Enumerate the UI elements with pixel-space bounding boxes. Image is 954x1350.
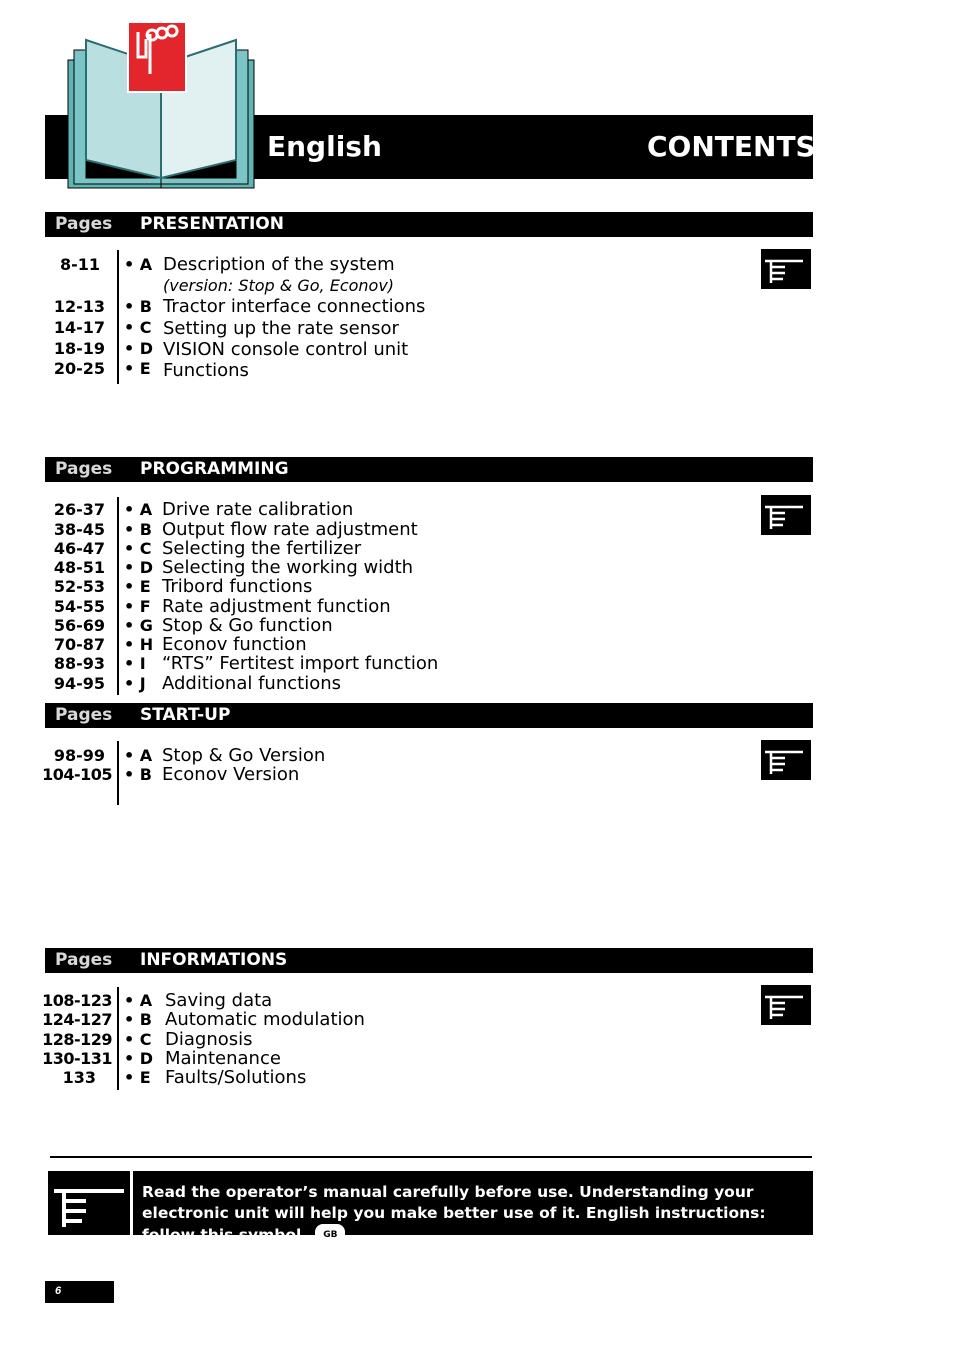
item-label: VISION console control unit: [163, 339, 409, 360]
item-label: Selecting the working width: [162, 557, 414, 578]
item-letter: • A: [124, 991, 153, 1010]
section-title: PRESENTATION: [140, 214, 284, 234]
divider-rule: [50, 1156, 812, 1158]
page-number: 6: [55, 1285, 62, 1297]
item-label: Econov function: [162, 634, 307, 655]
item-letter: • A: [124, 500, 153, 519]
item-letter: • E: [124, 1068, 151, 1087]
item-label: Description of the system: [163, 254, 395, 275]
page-range: 98-99: [53, 746, 105, 765]
item-label: Rate adjustment function: [162, 596, 391, 617]
item-label: Additional functions: [162, 673, 341, 694]
page-range: 108-123: [42, 991, 112, 1010]
item-letter: • I: [124, 654, 146, 673]
item-letter: • E: [124, 577, 151, 596]
pointing-hand-icon: [48, 1171, 130, 1235]
item-letter: • C: [124, 1030, 152, 1049]
divider-line: [117, 741, 119, 805]
item-label: Setting up the rate sensor: [163, 318, 399, 339]
item-letter: • F: [124, 597, 151, 616]
item-label: Diagnosis: [165, 1029, 253, 1050]
page-range: 52-53: [53, 577, 105, 596]
pointing-hand-icon: [761, 740, 811, 780]
item-label: Stop & Go Version: [162, 745, 326, 766]
page-range: 18-19: [53, 339, 105, 358]
item-label: Drive rate calibration: [162, 499, 354, 520]
section-header-start-up: [45, 703, 813, 728]
item-label: Functions: [163, 360, 249, 381]
page-range: 94-95: [53, 674, 105, 693]
note-body: Read the operator’s manual carefully before use. Understanding your electronic unit will help you make better use of it. English instructions: follow this symbol.: [142, 1183, 766, 1244]
divider-line: [117, 497, 119, 695]
item-label: Automatic modulation: [165, 1009, 365, 1030]
page-range: 46-47: [53, 539, 105, 558]
item-label: Faults/Solutions: [165, 1067, 307, 1088]
page-range: 124-127: [42, 1010, 112, 1029]
item-letter: • B: [124, 1010, 152, 1029]
book-icon: [66, 20, 256, 190]
gb-badge: GB: [315, 1224, 345, 1247]
item-label: Econov Version: [162, 764, 300, 785]
page-title: CONTENTS: [647, 130, 816, 163]
page-range: 14-17: [53, 318, 105, 337]
item-label: Output flow rate adjustment: [162, 519, 418, 540]
pointing-hand-icon: [761, 249, 811, 289]
page-range: 104-105: [42, 765, 112, 784]
page-range: 70-87: [53, 635, 105, 654]
note-text: [142, 1182, 810, 1247]
page-range: 54-55: [53, 597, 105, 616]
item-letter: • B: [124, 520, 152, 539]
pointing-hand-icon: [761, 495, 811, 535]
pages-label: Pages: [55, 705, 113, 725]
page-range: 88-93: [53, 654, 105, 673]
page-number-box: [45, 1281, 114, 1303]
page-range: 8-11: [59, 255, 100, 274]
item-label: Selecting the fertilizer: [162, 538, 362, 559]
section-header-presentation: [45, 212, 813, 237]
page-range: 26-37: [53, 500, 105, 519]
item-letter: • B: [124, 765, 152, 784]
section-header-informations: [45, 948, 813, 973]
page-range: 128-129: [42, 1030, 112, 1049]
item-letter: • B: [124, 297, 152, 316]
section-title: PROGRAMMING: [140, 459, 289, 479]
page-range: 38-45: [53, 520, 105, 539]
item-letter: • E: [124, 359, 151, 378]
pages-label: Pages: [55, 950, 113, 970]
page-range: 48-51: [53, 558, 105, 577]
page-range: 56-69: [53, 616, 105, 635]
item-label: Maintenance: [165, 1048, 281, 1069]
page-range: 130-131: [42, 1049, 112, 1068]
item-letter: • G: [124, 616, 153, 635]
item-letter: • D: [124, 339, 154, 358]
divider-line: [117, 250, 119, 384]
pages-label: Pages: [55, 459, 113, 479]
item-letter: • A: [124, 255, 153, 274]
page-range: 20-25: [53, 359, 105, 378]
item-sublabel: (version: Stop & Go, Econov): [163, 276, 395, 295]
item-label: Saving data: [165, 990, 273, 1011]
item-letter: • H: [124, 635, 154, 654]
page-range: 133: [62, 1068, 96, 1087]
item-letter: • C: [124, 539, 152, 558]
section-title: INFORMATIONS: [140, 950, 288, 970]
page-range: 12-13: [53, 297, 105, 316]
divider-line: [117, 987, 119, 1090]
section-header-programming: [45, 457, 813, 482]
item-label: Stop & Go function: [162, 615, 333, 636]
item-letter: • D: [124, 1049, 154, 1068]
item-letter: • D: [124, 558, 154, 577]
pointing-hand-icon: [761, 985, 811, 1025]
item-letter: • J: [124, 674, 146, 693]
item-label: Tribord functions: [162, 576, 313, 597]
item-label: “RTS” Fertitest import function: [162, 653, 439, 674]
item-letter: • A: [124, 746, 153, 765]
pages-label: Pages: [55, 214, 113, 234]
section-title: START-UP: [140, 705, 231, 725]
language-title: English: [267, 130, 382, 163]
item-letter: • C: [124, 318, 152, 337]
item-label: Tractor interface connections: [163, 296, 426, 317]
